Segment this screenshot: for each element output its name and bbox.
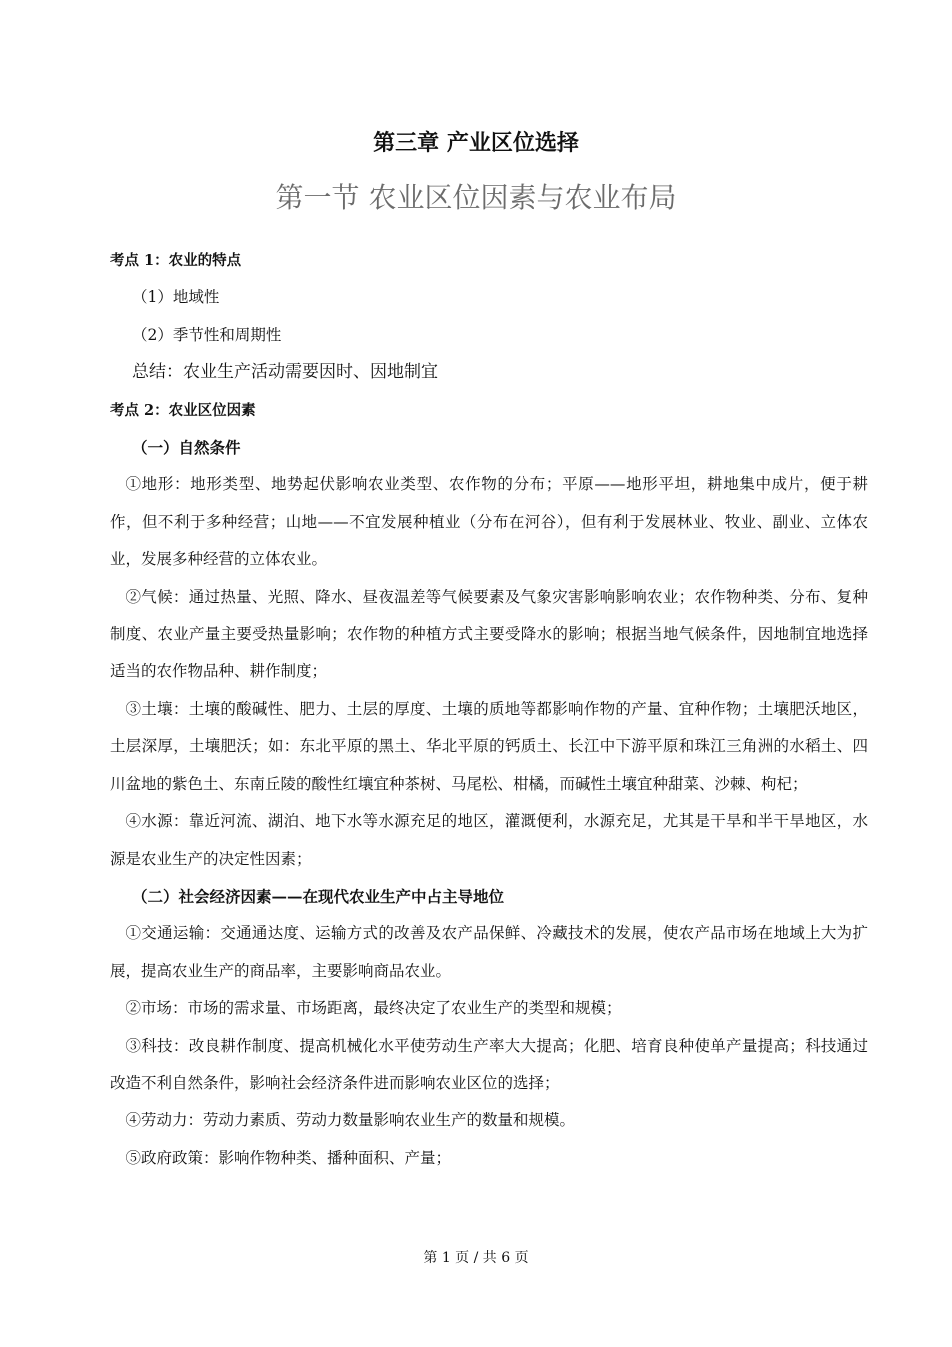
kaodian-1-heading: 考点 1：农业的特点 — [110, 252, 242, 269]
social-economic-heading: （二）社会经济因素——在现代农业生产中占主导地位 — [132, 886, 505, 906]
document-body — [110, 242, 868, 1177]
social-paragraph-labor: ④劳动力：劳动力素质、劳动力数量影响农业生产的数量和规模。 — [125, 1111, 576, 1130]
kaodian-1-item: （1）地域性 — [132, 288, 220, 307]
natural-paragraph-climate: ②气候：通过热量、光照、降水、昼夜温差等气候要素及气象灾害影响影响农业；农作物种类、分布、复种制度、农业产量主要受热量影响；农作物的种植方式主要受降水的影响；根据当地气候条件，因地制宜地选择适当的农作物品种、耕作制度； — [110, 587, 868, 681]
kaodian-2-heading: 考点 2：农业区位因素 — [110, 401, 256, 419]
natural-conditions-heading: （一）自然条件 — [132, 438, 241, 458]
kaodian-1-item: （2）季节性和周期性 — [132, 325, 282, 344]
social-paragraph-technology: ③科技：改良耕作制度、提高机械化水平使劳动生产率大大提高；化肥、培育良种使单产量提高；科技通过改造不利自然条件，影响社会经济条件进而影响农业区位的选择； — [110, 1036, 868, 1092]
social-paragraph-market: ②市场：市场的需求量、市场距离，最终决定了农业生产的类型和规模； — [125, 999, 622, 1018]
kaodian-1-summary: 总结：农业生产活动需要因时、因地制宜 — [132, 362, 438, 383]
chapter-title: 第三章 产业区位选择 — [373, 130, 579, 156]
social-paragraph-transport: ①交通运输：交通通达度、运输方式的改善及农产品保鲜、冷藏技术的发展，使农产品市场在地域上大为扩展，提高农业生产的商品率，主要影响商品农业。 — [110, 924, 868, 980]
natural-paragraph-water: ④水源：靠近河流、湖泊、地下水等水源充足的地区，灌溉便利，水源充足，尤其是干旱和半干旱地区，水源是农业生产的决定性因素； — [110, 812, 868, 868]
natural-paragraph-soil: ③土壤：土壤的酸碱性、肥力、土层的厚度、土壤的质地等都影响作物的产量、宜种作物；土壤肥沃地区，土层深厚，土壤肥沃；如：东北平原的黑土、华北平原的钙质土、长江中下游平原和珠江三角洲的水稻土、四川盆地的紫色土、东南丘陵的酸性红壤宜种茶树、马尾松、柑橘，而碱性土壤宜种甜菜、沙棘、枸杞； — [110, 699, 868, 793]
section-title: 第一节 农业区位因素与农业布局 — [275, 181, 677, 214]
social-paragraph-policy: ⑤政府政策：影响作物种类、播种面积、产量； — [125, 1148, 452, 1167]
natural-paragraph-terrain: ①地形：地形类型、地势起伏影响农业类型、农作物的分布；平原——地形平坦，耕地集中成片，便于耕作，但不利于多种经营；山地——不宜发展种植业（分布在河谷），但有利于发展林业、牧业、副业、立体农业，发展多种经营的立体农业。 — [110, 475, 868, 569]
page-number: 第 1 页 / 共 6 页 — [423, 1250, 529, 1266]
